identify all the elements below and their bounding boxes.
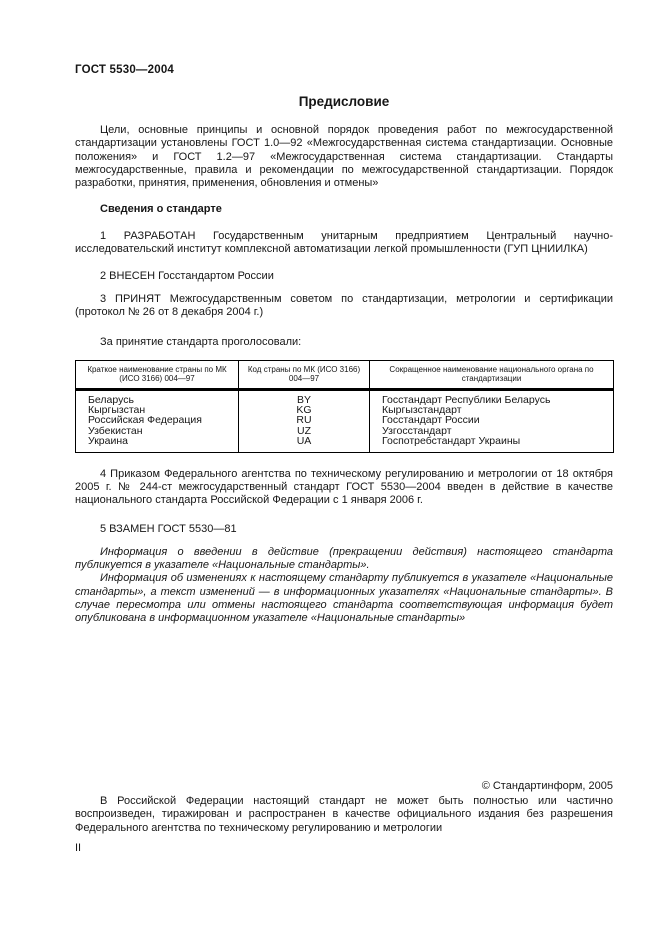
table-row xyxy=(76,405,614,415)
country-cell: Узбекистан xyxy=(76,426,239,436)
preface-title: Предисловие xyxy=(298,94,390,109)
table-row xyxy=(76,436,614,452)
body-cell: Госпотребстандарт Украины xyxy=(382,436,521,448)
table-row xyxy=(76,426,614,436)
code-cell: BY xyxy=(239,389,370,405)
body-cell: Госстандарт Республики Беларусь xyxy=(382,393,551,405)
body-cell: Госстандарт России xyxy=(382,415,480,426)
page-footer xyxy=(75,780,613,854)
table-row xyxy=(76,389,614,405)
item-enacted: 4 Приказом Федерального агентства по техническому регулированию и метрологии от 18 октября 2005 г. № 244-ст межгосударственный стандарт ГОСТ 5530—2004 введен в действие в качестве национального стандарта Российской Федерации с 1 января 2006 г. xyxy=(75,467,613,507)
vote-table-header-code: Код страны по МК (ИСО 3166) 004—97 xyxy=(239,360,370,389)
doc-number: ГОСТ 5530—2004 xyxy=(75,64,175,76)
reproduction-restriction: В Российской Федерации настоящий стандарт не может быть полностью или частично воспроизведен, тиражирован и распространен в качестве официального издания без разрешения Федерального агентства по техническому регулированию и метрологии xyxy=(75,795,613,834)
page-content xyxy=(75,0,613,626)
intro-paragraph: Цели, основные принципы и основной порядок проведения работ по межгосударственной стандартизации установлены ГОСТ 1.0—92 «Межгосударственная система стандартизации. Основные положения» и ГОСТ 1.2—97 «Межгосударственная система стандартизации. Стандарты межгосударственные, правила и рекомендации по межгосударственной стандартизации. Порядок разработки, принятия, применения, обновления и отмены» xyxy=(75,124,613,190)
page-number: II xyxy=(75,841,82,854)
item-replaces: 5 ВЗАМЕН ГОСТ 5530—81 xyxy=(100,523,237,536)
body-cell: Кыргызстандарт xyxy=(382,404,462,416)
country-cell: Кыргызстан xyxy=(76,405,239,415)
code-cell: RU xyxy=(239,415,370,425)
code-cell: UZ xyxy=(239,426,370,436)
item-adopted: 3 ПРИНЯТ Межгосударственным советом по стандартизации, метрологии и сертификации (протокол № 26 от 8 декабря 2004 г.) xyxy=(75,292,613,318)
vote-table-header-body: Сокращенное наименование национального органа по стандартизации xyxy=(370,360,614,389)
country-cell: Российская Федерация xyxy=(76,415,239,425)
item-developed: 1 РАЗРАБОТАН Государственным унитарным предприятием Центральный научно-исследовательский институт комплексной автоматизации легкой промышленности (ГУП ЦНИИЛКА) xyxy=(75,229,613,256)
code-cell: UA xyxy=(239,436,370,452)
vote-table xyxy=(75,360,614,453)
vote-table-header xyxy=(76,360,614,389)
country-cell: Беларусь xyxy=(76,389,239,405)
note-amendments: Информация об изменениях к настоящему стандарту публикуется в указателе «Национальные стандарты», а текст изменений — в информационных указателях «Национальные стандарты». В случае пересмотра или отмены настоящего стандарта соответствующая информация будет опубликована в информационном указателе «Национальные стандарты» xyxy=(75,572,613,625)
copyright-notice: © Стандартинформ, 2005 xyxy=(481,780,613,792)
body-cell: Узгосстандарт xyxy=(382,425,452,437)
code-cell: KG xyxy=(239,405,370,415)
vote-table-header-country: Краткое наименование страны по МК (ИСО 3166) 004—97 xyxy=(76,360,239,389)
note-publication: Информация о введении в действие (прекращении действия) настоящего стандарта публикуется в указателе «Национальные стандарты». xyxy=(75,545,613,572)
vote-caption: За принятие стандарта проголосовали: xyxy=(100,336,302,349)
country-cell: Украина xyxy=(76,436,239,452)
item-submitted: 2 ВНЕСЕН Госстандартом России xyxy=(100,270,274,283)
table-row xyxy=(76,415,614,425)
standard-info-heading: Сведения о стандарте xyxy=(100,203,222,216)
